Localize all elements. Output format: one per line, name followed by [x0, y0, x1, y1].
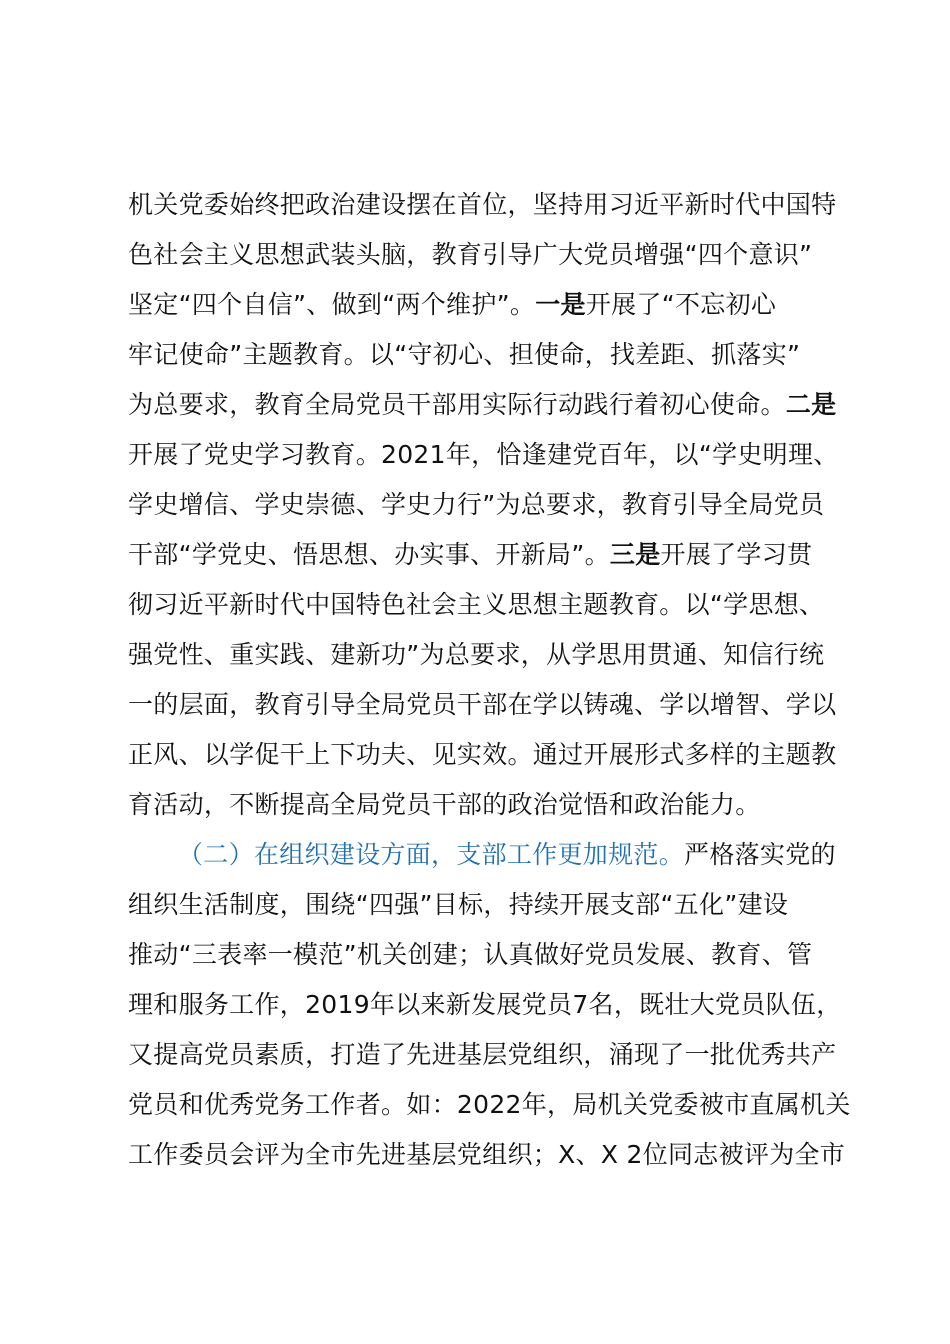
body-line: [128, 1030, 844, 1080]
body-line: [128, 980, 844, 1030]
body-line: [128, 230, 844, 280]
line-text: 一的层面，教育引导全局党员干部在学以铸魂、学以增智、学以: [128, 690, 837, 719]
line-text: 育活动，不断提高全局党员干部的政治觉悟和政治能力。: [128, 790, 761, 819]
line-text: 正风、以学促干上下功夫、见实效。通过开展形式多样的主题教: [128, 740, 837, 769]
body-line: [128, 680, 844, 730]
body-line: [128, 180, 844, 230]
section-heading: （二）在组织建设方面，支部工作更加规范。: [178, 840, 685, 869]
body-line: [128, 930, 844, 980]
body-line: [128, 630, 844, 680]
body-line: [128, 580, 844, 630]
point-marker-first: 一是: [535, 290, 586, 319]
line-text: 又提高党员素质，打造了先进基层党组织，涌现了一批优秀共产: [128, 1040, 837, 1069]
point-marker-third: 三是: [609, 540, 661, 569]
line-text: 推动“三表率一模范”机关创建；认真做好党员发展、教育、管: [128, 940, 813, 969]
line-text: 组织生活制度，围绕“四强”目标，持续开展支部“五化”建设: [128, 890, 789, 919]
line-text: 工作委员会评为全市先进基层党组织；X、X 2位同志被评为全市: [128, 1140, 846, 1169]
body-line: [128, 880, 844, 930]
line-text: 严格落实党的: [684, 840, 836, 869]
body-line: [128, 280, 844, 330]
body-line: [178, 830, 844, 880]
body-line: [128, 330, 844, 380]
line-text: 机关党委始终把政治建设摆在首位，坚持用习近平新时代中国特: [128, 190, 837, 219]
line-text: 色社会主义思想武装头脑，教育引导广大党员增强“四个意识”: [128, 240, 813, 269]
line-text: 学史增信、学史崇德、学史力行”为总要求，教育引导全局党员: [128, 490, 825, 519]
body-line: [128, 1130, 844, 1180]
body-line: [128, 380, 844, 430]
line-text: 开展了党史学习教育。2021年，恰逢建党百年，以“学史明理、: [128, 440, 839, 469]
line-text: 开展了“不忘初心: [585, 290, 777, 319]
line-text: 党员和优秀党务工作者。如：2022年，局机关党委被市直属机关: [128, 1090, 851, 1119]
line-text: 彻习近平新时代中国特色社会主义思想主题教育。以“学思想、: [128, 590, 825, 619]
body-line: [128, 1080, 851, 1130]
line-text: 干部“学党史、悟思想、办实事、开新局”。: [128, 540, 610, 569]
body-line: [128, 730, 844, 780]
point-marker-second: 二是: [785, 390, 837, 419]
line-text: 坚定“四个自信”、做到“两个维护”。: [128, 290, 536, 319]
body-line: [128, 780, 844, 830]
line-text: 理和服务工作，2019年以来新发展党员7名，既壮大党员队伍，: [128, 990, 842, 1019]
body-line: [128, 430, 844, 480]
body-line: [128, 530, 844, 580]
body-line: [128, 480, 844, 530]
line-text: 为总要求，教育全局党员干部用实际行动践行着初心使命。: [128, 390, 786, 419]
line-text: 强党性、重实践、建新功”为总要求，从学思用贯通、知信行统: [128, 640, 825, 669]
line-text: 牢记使命”主题教育。以“守初心、担使命，找差距、抓落实”: [128, 340, 801, 369]
line-text: 开展了学习贯: [660, 540, 813, 569]
